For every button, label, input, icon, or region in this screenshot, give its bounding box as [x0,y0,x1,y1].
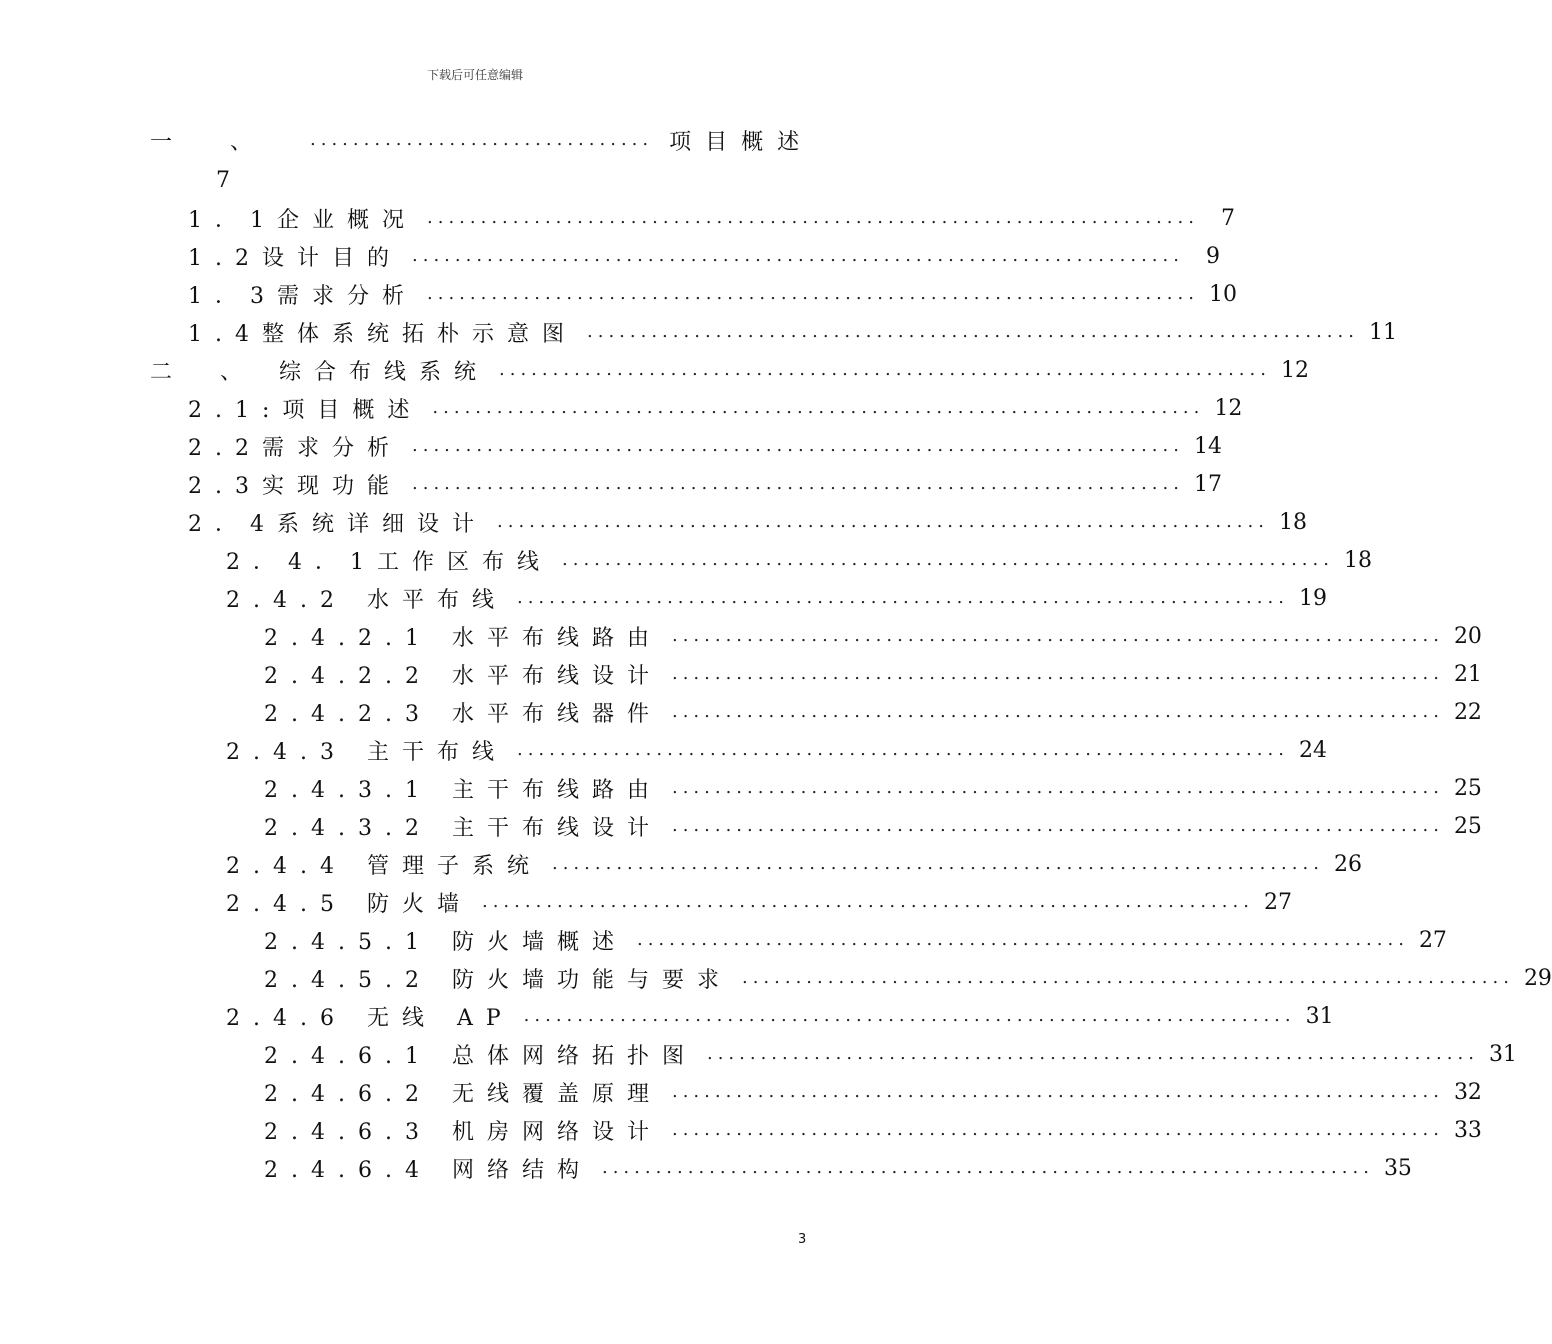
toc-entry[interactable] [264,963,1552,993]
toc-entry[interactable] [188,279,1237,309]
toc-entry[interactable] [264,1077,1482,1107]
toc-entry[interactable] [188,241,1220,271]
toc-page-number: 24 [1298,737,1327,763]
toc-title: 1.4整体系统拓朴示意图 [188,321,577,347]
toc-title: 项目概述 [669,129,814,155]
toc-page-number: 31 [1488,1041,1517,1067]
toc-dot-leader: ........................................................................ [741,967,1514,988]
toc-title: 2.4.6.2 无线覆盖原理 [264,1081,662,1107]
toc-title: 2.4.3.2 主干布线设计 [264,815,662,841]
toc-entry[interactable] [264,697,1482,727]
toc-entry[interactable] [226,849,1362,879]
toc-page-number: 11 [1368,319,1397,345]
toc-entry[interactable] [264,773,1482,803]
toc-title: 2.1:项目概述 [188,397,423,423]
toc-dot-leader: ........................................................................ [671,663,1444,684]
toc-entry[interactable] [150,355,1309,385]
toc-dot-leader: ........................................................................ [516,739,1289,760]
toc-entry[interactable] [226,887,1292,917]
toc-dot-leader: ................................ [310,129,654,150]
toc-page-number: 25 [1453,813,1482,839]
toc-title: 2.4.5.1 防火墙概述 [264,929,627,955]
toc-entry-1[interactable] [150,125,814,155]
toc-page-number: 18 [1278,509,1307,535]
toc-dot-leader: ........................................................................ [412,435,1184,456]
toc-entry[interactable] [226,545,1372,575]
toc-dot-leader: ........................................................................ [562,549,1334,570]
page-number: 3 [798,1232,807,1247]
toc-page-number: 21 [1453,661,1482,687]
toc-page-number: 22 [1453,699,1482,725]
toc-title: 2.3实现功能 [188,473,402,499]
toc-page-number: 25 [1453,775,1482,801]
toc-dot-leader: ........................................................................ [671,1119,1444,1140]
toc-page-number: 9 [1205,243,1220,269]
toc-section-number: 一 、 [150,129,271,155]
toc-entry[interactable] [188,317,1397,347]
toc-title: 2.4.5 防火墙 [226,891,472,917]
toc-dot-leader: ........................................................................ [412,245,1184,266]
toc-title: 2.4.6 无线 AP [226,1005,514,1031]
toc-entry[interactable] [188,507,1307,537]
toc-page-number: 27 [1263,889,1292,915]
toc-page-number: 29 [1523,965,1552,991]
toc-title: 二 、 综合布线系统 [150,359,490,385]
toc-entry[interactable] [226,735,1327,765]
toc-dot-leader: ........................................................................ [671,777,1444,798]
toc-page-number: 20 [1453,623,1482,649]
toc-title: 2．4系统详细设计 [188,511,487,537]
toc-page-number: 32 [1453,1079,1482,1105]
toc-title: 1.2设计目的 [188,245,402,271]
toc-page-number: 33 [1453,1117,1482,1143]
toc-page-number: 12 [1280,357,1309,383]
toc-entry[interactable] [226,583,1327,613]
toc-page-number: 27 [1418,927,1447,953]
toc-entry[interactable] [264,1039,1517,1069]
toc-entry[interactable] [264,621,1482,651]
toc-page-number: 14 [1193,433,1222,459]
toc-title: 2.4.5.2 防火墙功能与要求 [264,967,732,993]
toc-dot-leader: ........................................................................ [432,397,1205,418]
toc-page-number: 31 [1305,1003,1334,1029]
toc-entry[interactable] [226,1001,1334,1031]
toc-title: 2.4.4 管理子系统 [226,853,542,879]
toc-title: 1．1企业概况 [188,207,417,233]
toc-entry-1-page [216,165,242,195]
toc-title: 2.4.2.1 水平布线路由 [264,625,662,651]
toc-dot-leader: ........................................................................ [601,1157,1374,1178]
toc-entry[interactable] [188,469,1222,499]
toc-title: 2.4.6.4 网络结构 [264,1157,592,1183]
toc-dot-leader: ........................................................................ [427,207,1199,228]
toc-entry[interactable] [188,393,1243,423]
toc-dot-leader: ........................................................................ [497,511,1269,532]
toc-page-number: 26 [1333,851,1362,877]
toc-entry[interactable] [264,1115,1482,1145]
toc-page-number: 18 [1343,547,1372,573]
toc-title: 2.4.6.1 总体网络拓扑图 [264,1043,697,1069]
toc-title: 2.2需求分析 [188,435,402,461]
toc-dot-leader: ........................................................................ [706,1043,1479,1064]
toc-entry[interactable] [264,1153,1412,1183]
toc-page-number: 7 [1220,205,1235,231]
toc-entry[interactable] [264,659,1482,689]
toc-dot-leader: ........................................................................ [671,1081,1444,1102]
toc-title: 2.4.3.1 主干布线路由 [264,777,662,803]
toc-dot-leader: ........................................................................ [499,359,1271,380]
toc-dot-leader: ........................................................................ [551,853,1324,874]
toc-page-number: 19 [1298,585,1327,611]
toc-title: 2.4.2.3 水平布线器件 [264,701,662,727]
toc-dot-leader: ........................................................................ [523,1005,1296,1026]
toc-title: 2.4.6.3 机房网络设计 [264,1119,662,1145]
toc-page-number: 10 [1208,281,1237,307]
page-header: 下载后可任意编辑 [426,68,523,82]
toc-page-number: 17 [1193,471,1222,497]
toc-title: 2.4.2.2 水平布线设计 [264,663,662,689]
toc-title: 2.4.2 水平布线 [226,587,507,613]
toc-dot-leader: ........................................................................ [671,815,1444,836]
toc-dot-leader: ........................................................................ [412,473,1184,494]
toc-page-number: 35 [1383,1155,1412,1181]
toc-dot-leader: ........................................................................ [587,321,1359,342]
toc-page-number: 12 [1214,395,1243,421]
toc-title: 2．4．1工作区布线 [226,549,552,575]
toc-entry[interactable] [264,925,1447,955]
toc-entry[interactable] [264,811,1482,841]
toc-entry[interactable] [188,203,1235,233]
toc-dot-leader: ........................................................................ [427,283,1199,304]
toc-title: 1．3需求分析 [188,283,417,309]
toc-title: 2.4.3 主干布线 [226,739,507,765]
toc-page-number: 7 [216,167,230,193]
toc-dot-leader: ........................................................................ [671,625,1444,646]
toc-dot-leader: ........................................................................ [636,929,1409,950]
toc-entry[interactable] [188,431,1222,461]
toc-dot-leader: ........................................................................ [481,891,1254,912]
toc-dot-leader: ........................................................................ [516,587,1289,608]
toc-dot-leader: ........................................................................ [671,701,1444,722]
